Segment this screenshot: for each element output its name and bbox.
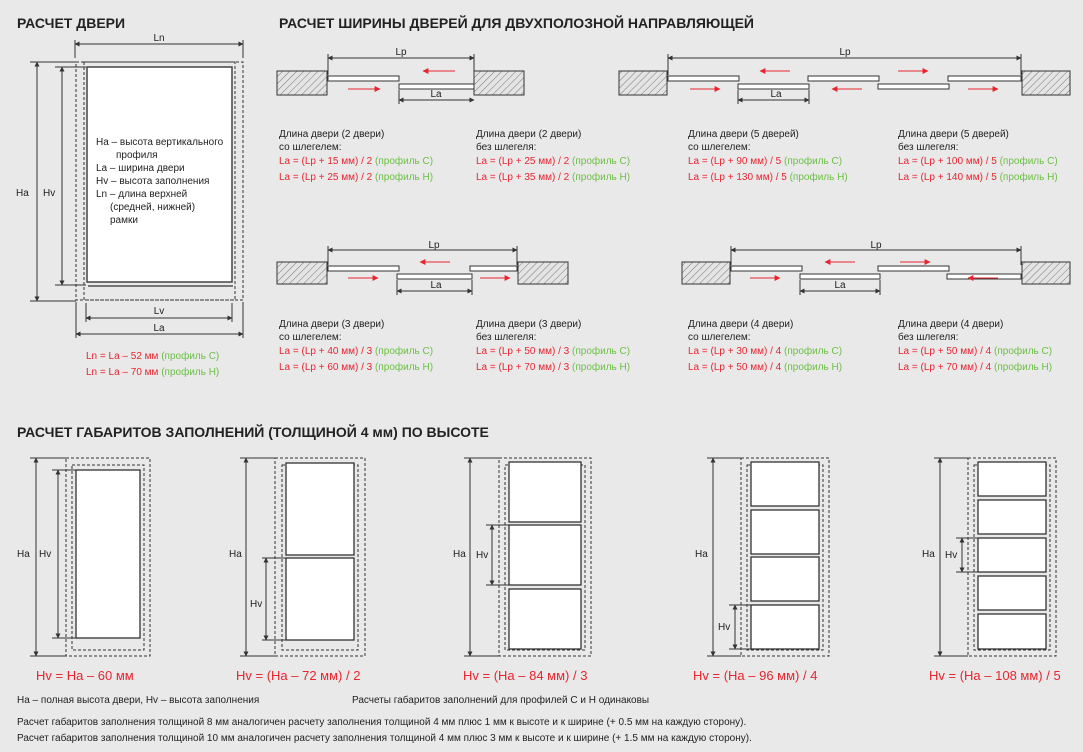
fill-title: РАСЧЕТ ГАБАРИТОВ ЗАПОЛНЕНИЙ (ТОЛЩИНОЙ 4 мм) ПО ВЫСОТЕ [17, 424, 489, 440]
fill-formula-3: Hv = (Ha – 84 мм) / 3 [463, 668, 588, 683]
note-8mm: Расчет габаритов заполнения толщиной 8 мм аналогичен расчету заполнения толщиной 4 мм плюс 1 мм к высоте и к ширине (+ 0.5 мм на каждую сторону). [17, 717, 747, 728]
note-profiles: Расчеты габаритов заполнений для профилей С и Н одинаковы [352, 695, 650, 706]
fill-2-panels [229, 458, 365, 656]
rail5-lp: Lp [839, 47, 851, 58]
svg-text:Ha: Ha [17, 549, 30, 560]
svg-text:Hv: Hv [476, 550, 489, 561]
door-title: РАСЧЕТ ДВЕРИ [17, 15, 126, 31]
lv-label: Lv [153, 306, 165, 317]
width-title: РАСЧЕТ ШИРИНЫ ДВЕРЕЙ ДЛЯ ДВУХПОЛОЗНОЙ НАПРАВЛЯЮЩЕЙ [279, 15, 754, 31]
width-block-4-without: Длина двери (4 двери) без шлегеля: La = (Lp + 50 мм) / 4 (профиль С) La = (Lp + 70 мм) / 4 (профиль Н) [898, 319, 1053, 373]
rail-3-doors [277, 240, 568, 295]
rail5-la: La [770, 89, 782, 100]
ha-label: Ha [16, 188, 29, 199]
rail3-lp: Lp [428, 240, 440, 251]
fill-4-panels [695, 458, 829, 656]
rail4-la: La [834, 280, 846, 291]
rail-4-doors [682, 240, 1070, 295]
rail-2-doors [277, 47, 524, 104]
svg-text:Hv: Hv [945, 550, 958, 561]
ln-label: Ln [153, 33, 165, 44]
svg-text:Ha: Ha [453, 549, 466, 560]
fill-5-panels [922, 458, 1056, 656]
width-block-5-with: Длина двери (5 дверей) со шлегелем: La = (Lp + 90 мм) / 5 (профиль С) La = (Lp + 130 мм) / 5 (профиль Н) [688, 129, 848, 183]
rail2-la: La [430, 89, 442, 100]
fill-formula-2: Hv = (Ha – 72 мм) / 2 [236, 668, 361, 683]
door-formulas: Ln = La – 52 мм (профиль С) Ln = La – 70 мм (профиль Н) [86, 351, 220, 378]
fill-formula-5: Hv = (Ha – 108 мм) / 5 [929, 668, 1061, 683]
note-10mm: Расчет габаритов заполнения толщиной 10 мм аналогичен расчету заполнения толщиной 4 мм плюс 3 мм к высоте и к ширине (+ 1.5 мм на каждую сторону). [17, 733, 752, 744]
width-block-3-with: Длина двери (3 двери) со шлегелем: La = (Lp + 40 мм) / 3 (профиль С) La = (Lp + 60 мм) / 3 (профиль Н) [279, 319, 434, 373]
fill-formula-4: Hv = (Ha – 96 мм) / 4 [693, 668, 818, 683]
svg-text:Hv: Hv [718, 622, 731, 633]
svg-text:Ha: Ha [229, 549, 242, 560]
rail-5-doors [619, 47, 1070, 104]
fill-1-panel [17, 458, 150, 656]
width-block-2-without: Длина двери (2 двери) без шлегеля: La = (Lp + 25 мм) / 2 (профиль С) La = (Lp + 35 мм) / 2 (профиль Н) [476, 129, 631, 183]
width-block-5-without: Длина двери (5 дверей) без шлегеля: La = (Lp + 100 мм) / 5 (профиль С) La = (Lp + 140 мм) / 5 (профиль Н) [898, 129, 1058, 183]
note-definitions: Ha – полная высота двери, Hv – высота заполнения [17, 695, 260, 706]
svg-text:Hv: Hv [39, 549, 52, 560]
rail3-la: La [430, 280, 442, 291]
svg-text:Ha: Ha [695, 549, 708, 560]
width-block-3-without: Длина двери (3 двери) без шлегеля: La = (Lp + 50 мм) / 3 (профиль С) La = (Lp + 70 мм) / 3 (профиль Н) [476, 319, 631, 373]
fill-3-panels [453, 458, 591, 656]
rail4-lp: Lp [870, 240, 882, 251]
svg-text:Ha: Ha [922, 549, 935, 560]
width-block-4-with: Длина двери (4 двери) со шлегелем: La = (Lp + 30 мм) / 4 (профиль С) La = (Lp + 50 мм) / 4 (профиль Н) [688, 319, 843, 373]
la-label: La [153, 323, 165, 334]
fill-formula-1: Hv = Ha – 60 мм [36, 668, 134, 683]
rail2-lp: Lp [395, 47, 407, 58]
hv-label: Hv [43, 188, 56, 199]
svg-text:Hv: Hv [250, 599, 263, 610]
width-block-2-with: Длина двери (2 двери) со шлегелем: La = (Lp + 15 мм) / 2 (профиль С) La = (Lp + 25 мм) / 2 (профиль Н) [279, 129, 434, 183]
door-legend: Ha – высота вертикального профиля La – ширина двери Hv – высота заполнения Ln – длина верхней (средней, нижней) рамки [96, 137, 224, 226]
